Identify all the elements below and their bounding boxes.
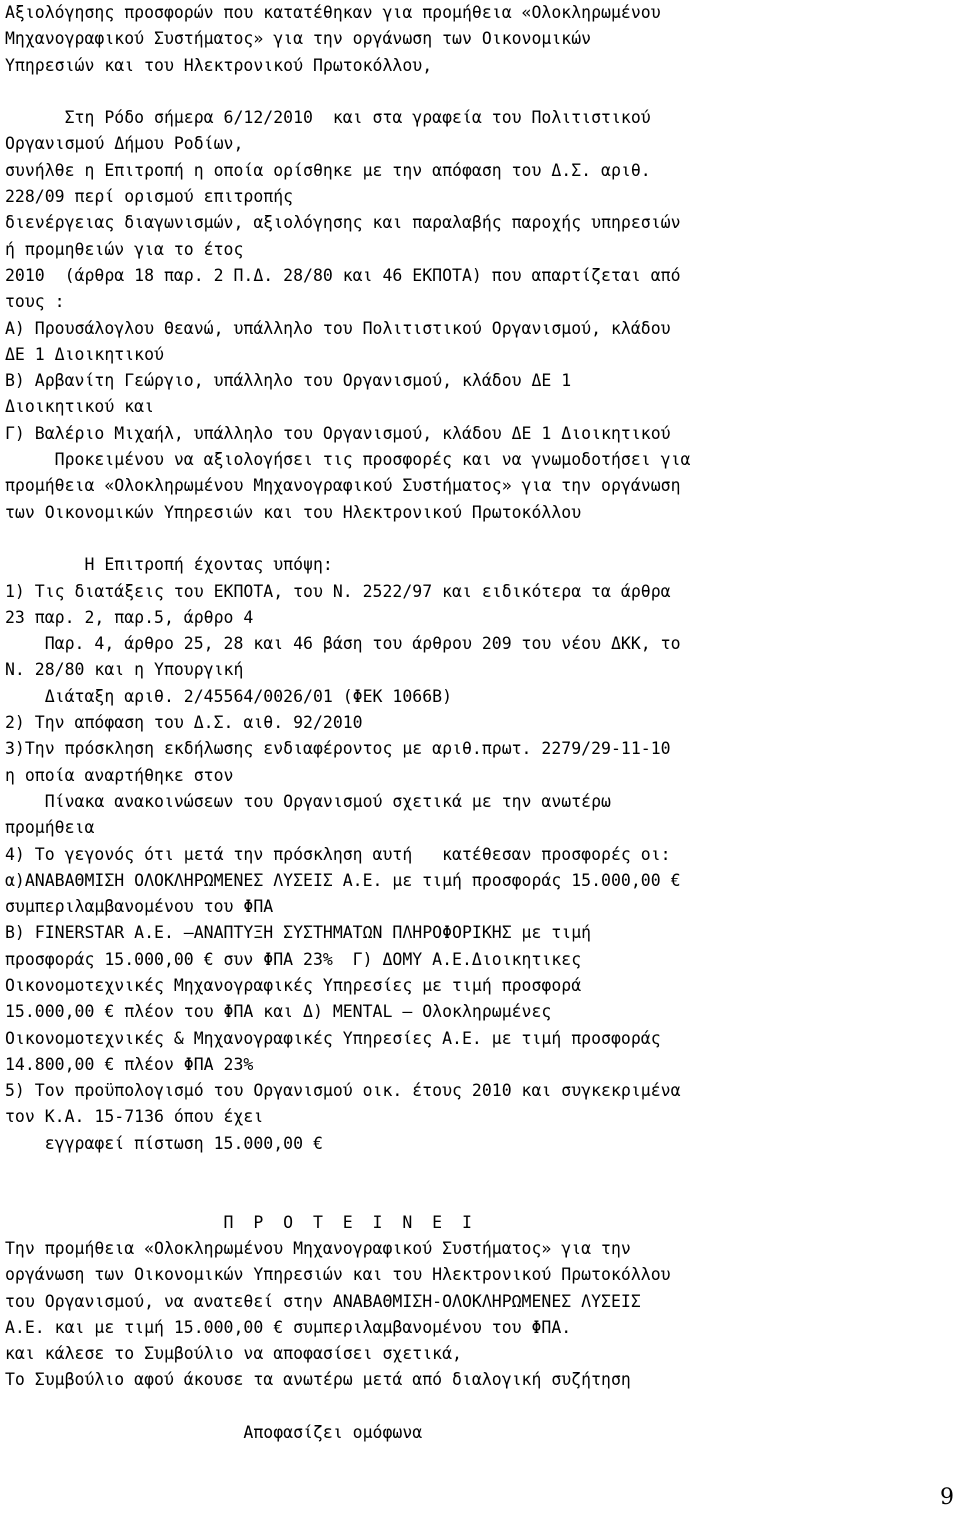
text-line: Παρ. 4, άρθρο 25, 28 και 46 βάση του άρθρου 209 του νέου ΔΚΚ, το [5,634,681,654]
text-line: Διάταξη αριθ. 2/45564/0026/01 (ΦΕΚ 1066Β) [5,686,453,706]
blank-line [5,526,955,552]
text-line: 2) Την απόφαση του Δ.Σ. αιθ. 92/2010 [5,713,363,733]
text-line: προμήθεια «Ολοκληρωμένου Μηχανογραφικού Συστήματος» για την οργάνωση [5,476,681,496]
blank-line [5,79,955,105]
text-line: Β) Αρβανίτη Γεώργιο, υπάλληλο του Οργανισμού, κλάδου ΔΕ 1 [5,371,572,391]
text-line: 23 παρ. 2, παρ.5, άρθρο 4 [5,607,254,627]
text-line: συμπεριλαμβανομένου του ΦΠΑ [5,897,274,917]
text-line: 2010 (άρθρα 18 παρ. 2 Π.Δ. 28/80 και 46 ΕΚΠΟΤΑ) που απαρτίζεται από [5,265,681,285]
text-line: Οργανισμού Δήμου Ροδίων, [5,134,244,154]
document-body [5,0,955,1446]
text-line: διενέργειας διαγωνισμών, αξιολόγησης και παραλαβής παροχής υπηρεσιών [5,213,681,233]
text-line: Ν. 28/80 και η Υπουργική [5,660,244,680]
text-line: και κάλεσε το Συμβούλιο να αποφασίσει σχετικά, [5,1344,462,1364]
text-line: ΔΕ 1 Διοικητικού [5,344,164,364]
blank-line [5,1183,955,1209]
text-line: Το Συμβούλιο αφού άκουσε τα ανωτέρω μετά από διαλογική συζήτηση [5,1370,631,1390]
text-line: Β) FINERSTAR Α.Ε. –ΑΝΑΠΤΥΞΗ ΣΥΣΤΗΜΑΤΩΝ ΠΛΗΡΟΦΟΡΙΚΗΣ με τιμή [5,923,592,943]
text-line: Οικονομοτεχνικές Μηχανογραφικές Υπηρεσίες με τιμή προσφορά [5,975,582,995]
text-line: α)ΑΝΑΒΑΘΜΙΣΗ ΟΛΟΚΛΗΡΩΜΕΝΕΣ ΛΥΣΕΙΣ Α.Ε. με τιμή προσφοράς 15.000,00 € [5,870,681,890]
text-line: η οποία αναρτήθηκε στον [5,765,234,785]
text-line: προμήθεια [5,818,95,838]
text-line: 228/09 περί ορισμού επιτροπής [5,187,294,207]
text-line: οργάνωση των Οικονομικών Υπηρεσιών και του Ηλεκτρονικού Πρωτοκόλλου [5,1265,671,1285]
text-line: Την προμήθεια «Ολοκληρωμένου Μηχανογραφικού Συστήματος» για την [5,1238,631,1258]
text-line: τον Κ.Α. 15-7136 όπου έχει [5,1107,264,1127]
text-line: Η Επιτροπή έχοντας υπόψη: [5,555,333,575]
text-line: εγγραφεί πίστωση 15.000,00 € [5,1133,323,1153]
text-line: προσφοράς 15.000,00 € συν ΦΠΑ 23% Γ) ΔΟΜΥ Α.Ε.Διοικητικες [5,949,582,969]
text-line: Α) Προυσάλογλου Θεανώ, υπάλληλο του Πολιτιστικού Οργανισμού, κλάδου [5,318,671,338]
text-line: Υπηρεσιών και του Ηλεκτρονικού Πρωτοκόλλου, [5,55,433,75]
text-line: των Οικονομικών Υπηρεσιών και του Ηλεκτρονικού Πρωτοκόλλου [5,502,582,522]
text-line: 3)Την πρόσκληση εκδήλωσης ενδιαφέροντος με αριθ.πρωτ. 2279/29-11-10 [5,739,671,759]
text-line: Μηχανογραφικού Συστήματος» για την οργάνωση των Οικονομικών [5,29,592,49]
text-line: Πίνακα ανακοινώσεων του Οργανισμού σχετικά με την ανωτέρω [5,791,611,811]
text-line: Στη Ρόδο σήμερα 6/12/2010 και στα γραφεία του Πολιτιστικού [5,108,651,128]
text-line: Αποφασίζει ομόφωνα [5,1423,423,1443]
page-number: 9 [940,1485,954,1510]
text-line: 5) Τον προϋπολογισμό του Οργανισμού οικ. έτους 2010 και συγκεκριμένα [5,1081,681,1101]
text-line: Π Ρ Ο Τ Ε Ι Ν Ε Ι [5,1212,472,1232]
text-line: του Οργανισμού, να ανατεθεί στην ΑΝΑΒΑΘΜΙΣΗ-ΟΛΟΚΛΗΡΩΜΕΝΕΣ ΛΥΣΕΙΣ [5,1291,641,1311]
text-line: τους : [5,292,65,312]
text-line: Διοικητικού και [5,397,155,417]
text-line: 1) Τις διατάξεις του ΕΚΠΟΤΑ, του Ν. 2522/97 και ειδικότερα τα άρθρα [5,581,671,601]
blank-line [5,1394,955,1420]
text-line: Αξιολόγησης προσφορών που κατατέθηκαν για προμήθεια «Ολοκληρωμένου [5,3,661,22]
text-line: Προκειμένου να αξιολογήσει τις προσφορές και να γνωμοδοτήσει για [5,450,691,470]
text-line: Οικονομοτεχνικές & Μηχανογραφικές Υπηρεσίες Α.Ε. με τιμή προσφοράς [5,1028,661,1048]
text-line: 4) Το γεγονός ότι μετά την πρόσκληση αυτή κατέθεσαν προσφορές οι: [5,844,671,864]
text-line: Α.Ε. και με τιμή 15.000,00 € συμπεριλαμβανομένου του ΦΠΑ. [5,1317,572,1337]
text-line: Γ) Βαλέριο Μιχαήλ, υπάλληλο του Οργανισμού, κλάδου ΔΕ 1 Διοικητικού [5,423,671,443]
text-line: συνήλθε η Επιτροπή η οποία ορίσθηκε με την απόφαση του Δ.Σ. αριθ. [5,160,651,180]
text-line: ή προμηθειών για το έτος [5,239,244,259]
blank-line [5,1157,955,1183]
text-line: 14.800,00 € πλέον ΦΠΑ 23% [5,1054,254,1074]
text-line: 15.000,00 € πλέον του ΦΠΑ και Δ) MENTAL – Ολοκληρωμένες [5,1002,552,1022]
